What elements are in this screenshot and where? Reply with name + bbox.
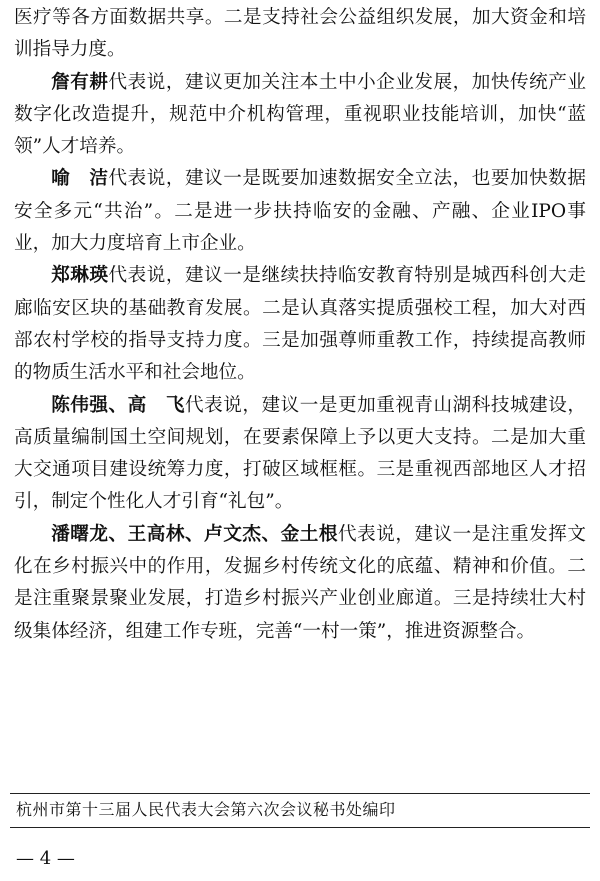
- footer-top-rule: [10, 793, 590, 794]
- representative-name: 陈伟强、高 飞: [51, 394, 186, 416]
- footer-bottom-rule: [10, 827, 590, 828]
- body-text: [14, 2, 586, 648]
- paragraph-continued: [14, 2, 586, 67]
- paragraph-text: 代表说，建议一是继续扶持临安教育特别是城西科创大走廊临安区块的基础教育发展。二是认真落实提质强校工程，加大对西部农村学校的指导支持力度。三是加强尊师重教工作，持续提高教师的物质生活水平和社会地位。: [14, 265, 586, 384]
- paragraph-text: 代表说，建议更加关注本土中小企业发展，加快传统产业数字化改造提升，规范中介机构管理，重视职业技能培训，加快“蓝领”人才培养。: [14, 71, 586, 158]
- paragraph-pan-shulong-group: [14, 519, 586, 648]
- paragraph-text: 代表说，建议一是注重发挥文化在乡村振兴中的作用，发掘乡村传统文化的底蕴、精神和价值。二是注重聚景聚业发展，打造乡村振兴产业创业廊道。三是持续壮大村级集体经济，组建工作专班，完善“一村一策”，推进资源整合。: [14, 523, 586, 642]
- paragraph-yu-jie: [14, 163, 586, 260]
- representative-name: 詹有耕: [51, 71, 109, 93]
- paragraph-zhan-yougeng: [14, 67, 586, 164]
- paragraph-text: 代表说，建议一是更加重视青山湖科技城建设，高质量编制国土空间规划，在要素保障上予以更大支持。二是加大重大交通项目建设统筹力度，打破区域框框。三是重视西部地区人才招引，制定个性化人才引育“礼包”。: [14, 394, 586, 513]
- page-number: — 4 —: [16, 848, 75, 869]
- paragraph-chen-weiqiang-gao-fei: [14, 390, 586, 519]
- paragraph-text: 代表说，建议一是既要加速数据安全立法，也要加快数据安全多元“共治”。二是进一步扶持临安的金融、产融、企业IPO事业，加大力度培育上市企业。: [14, 168, 586, 255]
- representative-name: 郑琳瑛: [51, 265, 109, 287]
- representative-name: 潘曙龙、王高林、卢文杰、金土根: [51, 523, 338, 545]
- representative-name: 喻 洁: [51, 168, 109, 190]
- paragraph-zheng-linying: [14, 260, 586, 389]
- footer-publisher: 杭州市第十三届人民代表大会第六次会议秘书处编印: [16, 800, 396, 819]
- paragraph-text: 医疗等各方面数据共享。二是支持社会公益组织发展，加大资金和培训指导力度。: [14, 7, 586, 61]
